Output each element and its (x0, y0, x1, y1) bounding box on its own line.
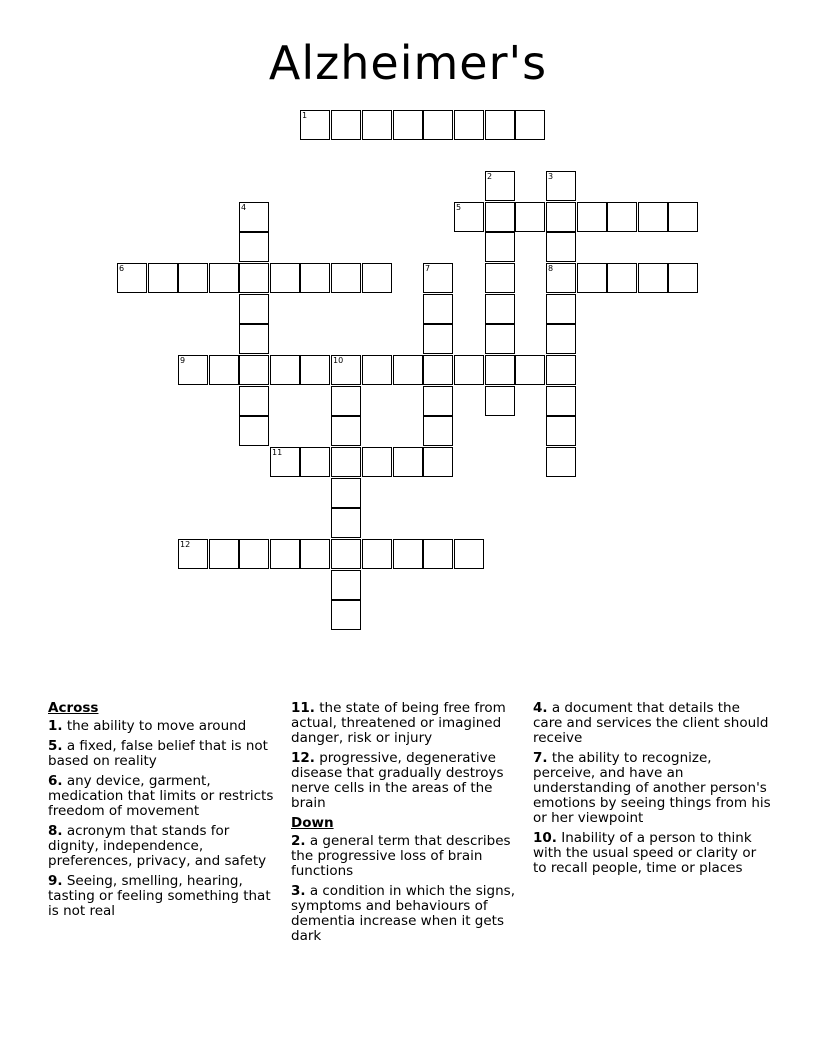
crossword-cell[interactable] (607, 202, 637, 232)
crossword-cell[interactable] (239, 539, 269, 569)
clue-item (291, 834, 526, 879)
clue-item (533, 701, 773, 746)
crossword-cell[interactable] (485, 386, 515, 416)
crossword-cell[interactable] (362, 263, 392, 293)
crossword-cell[interactable] (668, 263, 698, 293)
crossword-cell[interactable] (423, 416, 453, 446)
crossword-cell[interactable] (393, 447, 423, 477)
crossword-cell[interactable] (454, 110, 484, 140)
clue-item-number: 9. (48, 873, 63, 889)
crossword-cell[interactable] (485, 110, 515, 140)
crossword-cell[interactable] (331, 416, 361, 446)
crossword-cell[interactable] (270, 355, 300, 385)
clue-item (48, 739, 283, 769)
crossword-cell[interactable] (515, 355, 545, 385)
clue-number: 6 (119, 264, 125, 273)
crossword-cell[interactable] (638, 263, 668, 293)
clue-heading: Across (48, 700, 99, 716)
crossword-cell[interactable] (331, 110, 361, 140)
clue-item-text: the ability to move around (62, 718, 247, 734)
crossword-cell[interactable] (485, 263, 515, 293)
crossword-cell[interactable] (300, 539, 330, 569)
crossword-cell[interactable] (300, 355, 330, 385)
clue-number: 11 (272, 448, 283, 457)
crossword-cell[interactable] (331, 478, 361, 508)
crossword-cell[interactable] (454, 539, 484, 569)
clue-item (533, 751, 773, 826)
crossword-cell[interactable] (485, 355, 515, 385)
crossword-cell[interactable] (117, 263, 147, 293)
crossword-cell[interactable] (423, 263, 453, 293)
crossword-cell[interactable] (300, 110, 330, 140)
crossword-cell[interactable] (393, 355, 423, 385)
crossword-cell[interactable] (423, 294, 453, 324)
crossword-cell[interactable] (178, 355, 208, 385)
crossword-cell[interactable] (607, 263, 637, 293)
crossword-cell[interactable] (270, 539, 300, 569)
crossword-cell[interactable] (331, 600, 361, 630)
crossword-cell[interactable] (423, 447, 453, 477)
crossword-cell[interactable] (209, 539, 239, 569)
crossword-cell[interactable] (515, 202, 545, 232)
crossword-cell[interactable] (209, 355, 239, 385)
clue-item (291, 701, 526, 746)
clue-item-text: progressive, degenerative disease that gradually destroys nerve cells in the areas of the brain (291, 750, 504, 811)
clue-item (533, 831, 773, 876)
crossword-cell[interactable] (485, 171, 515, 201)
clue-item-number: 10. (533, 830, 557, 846)
crossword-cell[interactable] (454, 202, 484, 232)
clue-number: 12 (180, 540, 191, 549)
crossword-cell[interactable] (423, 110, 453, 140)
crossword-cell[interactable] (148, 263, 178, 293)
clue-number: 4 (241, 203, 247, 212)
crossword-cell[interactable] (546, 416, 576, 446)
crossword-cell[interactable] (546, 232, 576, 262)
clue-number: 3 (548, 172, 554, 181)
clue-item (48, 874, 283, 919)
crossword-cell[interactable] (577, 263, 607, 293)
clue-item-text: Seeing, smelling, hearing, tasting or feeling something that is not real (48, 873, 271, 919)
clue-item-text: Inability of a person to think with the usual speed or clarity or to recall people, time or places (533, 830, 757, 876)
clue-item-number: 6. (48, 773, 63, 789)
page-title: Alzheimer's (268, 36, 548, 90)
crossword-cell[interactable] (178, 539, 208, 569)
crossword-cell[interactable] (239, 232, 269, 262)
crossword-cell[interactable] (331, 539, 361, 569)
clue-item-text: the state of being free from actual, threatened or imagined danger, risk or injury (291, 700, 506, 746)
crossword-cell[interactable] (515, 110, 545, 140)
clue-item-number: 12. (291, 750, 315, 766)
crossword-cell[interactable] (331, 447, 361, 477)
crossword-cell[interactable] (300, 263, 330, 293)
clue-item-number: 5. (48, 738, 63, 754)
clue-number: 1 (302, 111, 308, 120)
crossword-cell[interactable] (638, 202, 668, 232)
crossword-cell[interactable] (239, 202, 269, 232)
clue-item (48, 719, 283, 734)
crossword-cell[interactable] (362, 447, 392, 477)
clue-item-number: 7. (533, 750, 548, 766)
crossword-cell[interactable] (239, 355, 269, 385)
clue-item-text: a document that details the care and services the client should receive (533, 700, 769, 746)
crossword-cell[interactable] (362, 355, 392, 385)
clue-number: 10 (333, 356, 344, 365)
crossword-cell[interactable] (485, 294, 515, 324)
clues-column-3 (533, 701, 773, 881)
crossword-cell[interactable] (668, 202, 698, 232)
crossword-cell[interactable] (362, 110, 392, 140)
crossword-cell[interactable] (546, 386, 576, 416)
crossword-cell[interactable] (423, 355, 453, 385)
crossword-cell[interactable] (546, 171, 576, 201)
crossword-cell[interactable] (331, 355, 361, 385)
crossword-cell[interactable] (331, 263, 361, 293)
crossword-cell[interactable] (209, 263, 239, 293)
clue-item (291, 751, 526, 811)
clues-column-1 (48, 701, 283, 924)
crossword-cell[interactable] (239, 324, 269, 354)
crossword-cell[interactable] (393, 110, 423, 140)
crossword-cell[interactable] (239, 386, 269, 416)
clue-item (48, 774, 283, 819)
crossword-cell[interactable] (423, 539, 453, 569)
crossword-cell[interactable] (270, 447, 300, 477)
clue-item-number: 1. (48, 718, 63, 734)
crossword-cell[interactable] (485, 324, 515, 354)
crossword-cell[interactable] (270, 263, 300, 293)
crossword-cell[interactable] (331, 508, 361, 538)
clue-item-text: acronym that stands for dignity, independence, preferences, privacy, and safety (48, 823, 267, 869)
clue-item-number: 3. (291, 883, 306, 899)
clue-number: 5 (456, 203, 462, 212)
clue-item-number: 4. (533, 700, 548, 716)
clue-number: 8 (548, 264, 554, 273)
crossword-cell[interactable] (300, 447, 330, 477)
crossword-cell[interactable] (546, 263, 576, 293)
clue-item-text: the ability to recognize, perceive, and have an understanding of another person's emotions by seeing things from his or her viewpoint (533, 750, 771, 826)
crossword-cell[interactable] (239, 263, 269, 293)
crossword-cell[interactable] (393, 539, 423, 569)
crossword-cell[interactable] (546, 324, 576, 354)
crossword-cell[interactable] (362, 539, 392, 569)
clue-heading: Down (291, 815, 334, 831)
clue-item (48, 824, 283, 869)
crossword-cell[interactable] (485, 202, 515, 232)
clues-column-2 (291, 701, 526, 949)
clue-item-number: 8. (48, 823, 63, 839)
crossword-cell[interactable] (423, 386, 453, 416)
crossword-cell[interactable] (546, 294, 576, 324)
clue-number: 2 (487, 172, 493, 181)
clue-item (291, 884, 526, 944)
clue-number: 7 (425, 264, 431, 273)
crossword-cell[interactable] (546, 355, 576, 385)
clue-item-text: a fixed, false belief that is not based on reality (48, 738, 268, 769)
clue-item-number: 11. (291, 700, 315, 716)
crossword-cell[interactable] (454, 355, 484, 385)
clue-item-text: a general term that describes the progressive loss of brain functions (291, 833, 511, 879)
clue-item-text: any device, garment, medication that limits or restricts freedom of movement (48, 773, 274, 819)
crossword-cell[interactable] (423, 324, 453, 354)
crossword-cell[interactable] (178, 263, 208, 293)
crossword-cell[interactable] (485, 232, 515, 262)
clue-item-number: 2. (291, 833, 306, 849)
crossword-cell[interactable] (577, 202, 607, 232)
crossword-cell[interactable] (546, 447, 576, 477)
clue-number: 9 (180, 356, 186, 365)
crossword-cell[interactable] (239, 294, 269, 324)
crossword-cell[interactable] (546, 202, 576, 232)
crossword-cell[interactable] (331, 570, 361, 600)
crossword-cell[interactable] (239, 416, 269, 446)
clue-item-text: a condition in which the signs, symptoms and behaviours of dementia increase when it gets dark (291, 883, 515, 944)
crossword-cell[interactable] (331, 386, 361, 416)
